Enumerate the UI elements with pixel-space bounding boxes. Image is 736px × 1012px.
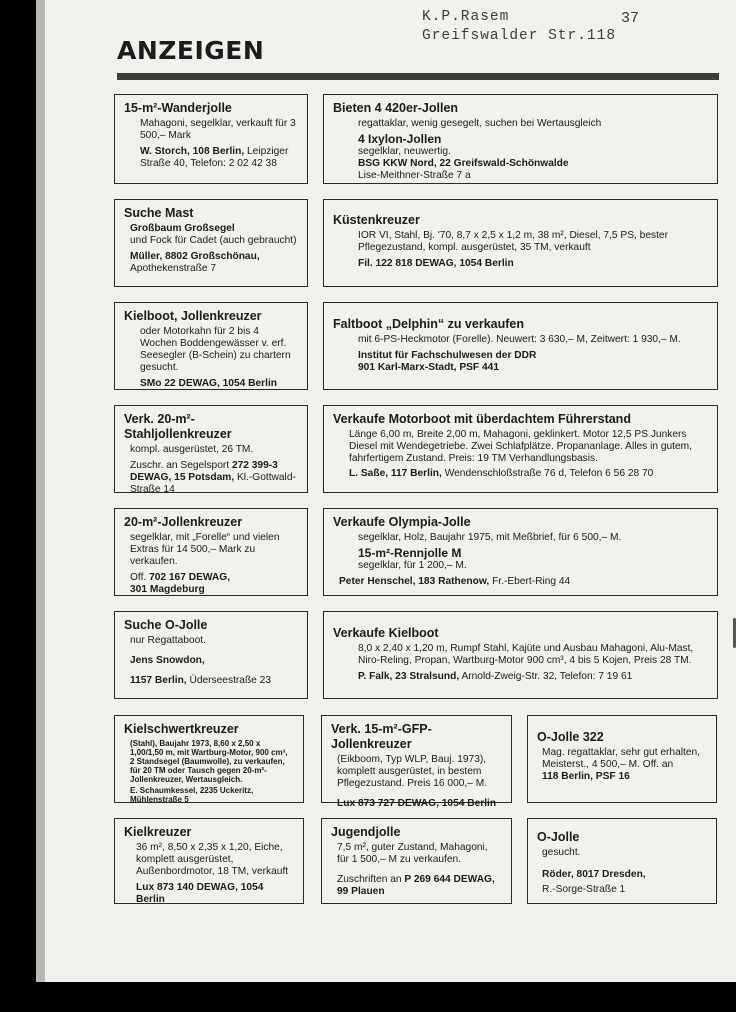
ad-contact-address: Arnold-Zweig-Str. 32, Telefon: 7 19 61 [459, 671, 633, 682]
ad-stahljollenkreuzer [114, 405, 308, 493]
ad-subtitle: 15-m²-Rennjolle M [358, 546, 462, 560]
ad-motorboot [323, 405, 718, 493]
ad-text: segelklar, mit „Forelle“ und vielen Extras für 14 500,– Mark zu verkaufen. [130, 532, 280, 567]
ad-text: nur Regattaboot. [130, 635, 206, 646]
ad-text: gesucht. [542, 847, 581, 858]
ad-contact-name: Röder, 8017 Dresden, [542, 869, 646, 880]
ad-text: (Eikboom, Typ WLP, Bauj. 1973), komplett ausgerüstet, in bestem Pflegezustand. Preis 16 000,– M. [337, 754, 488, 789]
ad-contact-name: BSG KKW Nord, 22 Greifswald-Schönwalde [358, 158, 569, 169]
ad-contact-name: DEWAG, 15 Potsdam, [130, 472, 235, 483]
ad-contact-name: 118 Berlin, PSF 16 [542, 771, 630, 782]
ad-title: Jugendjolle [331, 825, 401, 839]
ad-text-2: segelklar, neuwertig. [358, 146, 451, 157]
ad-420er-jollen [323, 94, 718, 184]
ad-text-2: segelklar, für 1 200,– M. [358, 560, 467, 571]
ad-text: 8,0 x 2,40 x 1,20 m, Rumpf Stahl, Kajüte und Ausbau Mahagoni, Alu-Mast, Niro-Reling, Propan, Wartburg-Motor 900 cm³, 4 bis 5 Kojen, Preis 28 TM. [358, 643, 694, 666]
ad-title: 20-m²-Jollenkreuzer [124, 515, 243, 529]
stamp-street: Greifswalder Str.118 [422, 28, 617, 44]
ad-kielboot-jollenkreuzer [114, 302, 308, 390]
ad-o-jolle-322 [527, 715, 717, 803]
ad-title: 15-m²-Wanderjolle [124, 101, 232, 115]
ad-contact-city: 1157 Berlin, [130, 675, 187, 686]
stamp-name: K.P.Rasem [422, 9, 510, 25]
ad-title: Verkaufe Olympia-Jolle [333, 515, 471, 529]
ad-contact-name: W. Storch, 108 Berlin, [140, 146, 245, 157]
ad-text-bold: Großbaum Großsegel [130, 223, 235, 234]
ad-title: O-Jolle 322 [537, 730, 604, 744]
ad-contact-address: Wendenschloßstraße 76 d, Telefon 6 56 28 70 [441, 468, 654, 479]
ad-text: Länge 6,00 m, Breite 2,00 m, Mahagoni, geklinkert. Motor 12,5 PS Junkers Diesel mit Wendegetriebe. Zwei Schlafplätze. Propananlage. Alles in gutem, fahrfertigem Zustand. Preis: 19 TM Verhandlungsbasis. [349, 429, 692, 464]
ad-contact-name: Lux 873 727 DEWAG, 1054 Berlin [337, 798, 497, 809]
heading-rule [117, 73, 719, 80]
ad-contact-prefix: Off. [130, 572, 150, 583]
ad-contact-prefix: Zuschr. an Segelsport [130, 460, 232, 471]
ad-contact-name: E. Schaumkessel, 2235 Uckeritz, Mühlenstraße 5 [130, 786, 254, 804]
ad-contact-name: Fil. 122 818 DEWAG, 1054 Berlin [358, 258, 514, 269]
ad-title: Suche Mast [124, 206, 194, 220]
ad-contact-name: 702 167 DEWAG, [149, 572, 231, 583]
address-stamp [422, 8, 616, 46]
ad-title: Verkaufe Kielboot [333, 626, 439, 640]
ad-title: Bieten 4 420er-Jollen [333, 101, 459, 115]
ad-text: mit 6-PS-Heckmotor (Forelle). Neuwert: 3 630,– M, Zeitwert: 1 930,– M. [358, 334, 681, 345]
ad-title: Verk. 20-m²-Stahljollenkreuzer [124, 412, 232, 441]
ad-text: regattaklar, wenig gesegelt, suchen bei Wertausgleich [358, 118, 602, 129]
ad-contact-address: Fr.-Ebert-Ring 44 [489, 576, 571, 587]
magazine-page [36, 0, 736, 982]
ad-contact-address: Apothekenstraße 7 [130, 263, 217, 274]
ad-contact-address: 301 Magdeburg [130, 584, 205, 595]
ad-wanderjolle [114, 94, 308, 184]
ad-title: Verk. 15-m²-GFP-Jollenkreuzer [331, 722, 432, 751]
ad-contact-name: Müller, 8802 Großschönau, [130, 251, 260, 262]
ad-title: Kielboot, Jollenkreuzer [124, 309, 262, 323]
ad-faltboot-delphin [323, 302, 718, 390]
ad-text: kompl. ausgerüstet, 26 TM. [130, 444, 254, 455]
section-heading: ANZEIGEN [117, 36, 265, 65]
page-number: 37 [621, 10, 640, 27]
ad-contact-prefix: Zuschriften an [337, 874, 405, 885]
ad-text: Mag. regattaklar, sehr gut erhalten, Meisterst., 4 500,– M. Off. an [542, 747, 700, 770]
page-edge [36, 0, 45, 982]
ad-title: O-Jolle [537, 830, 580, 844]
ad-text: 36 m², 8,50 x 2,35 x 1,20, Eiche, komplett ausgerüstet, Außenbordmotor, 18 TM, verkauft [136, 842, 289, 877]
ad-text: Mahagoni, segelklar, verkauft für 3 500,– Mark [140, 118, 296, 141]
ad-contact-name: Lux 873 140 DEWAG, 1054 Berlin [136, 882, 264, 905]
ad-title: Kielschwertkreuzer [124, 722, 239, 736]
ad-text: und Fock für Cadet (auch gebraucht) [130, 235, 297, 246]
ad-gfp-jollenkreuzer [321, 715, 512, 809]
ad-jugendjolle [321, 818, 512, 904]
ad-contact-address: Leipziger Straße 40, Telefon: 2 02 42 38 [140, 146, 289, 169]
ad-contact-code: P 269 644 DEWAG, [404, 874, 495, 885]
ad-contact-address: Lise-Meithner-Straße 7 a [358, 170, 471, 181]
ad-suche-mast [114, 199, 308, 287]
ad-text: segelklar, Holz, Baujahr 1975, mit Meßbrief, für 6 500,– M. [358, 532, 622, 543]
ad-text: oder Motorkahn für 2 bis 4 Wochen Boddengewässer v. erf. Seesegler (B-Schein) zu chartern gesucht. [140, 326, 291, 373]
ad-text: (Stahl), Baujahr 1973, 8,60 x 2,50 x 1,00/1,50 m, mit Wartburg-Motor, 900 cm³, 2 Standsegel (Baumwolle), zu verkaufen, für 20 TM oder Tausch gegen 20-m²-Jollenkreuzer, Wertausgleich. [130, 739, 288, 784]
ad-contact-name: P. Falk, 23 Stralsund, [358, 671, 460, 682]
ad-contact-address: 901 Karl-Marx-Stadt, PSF 441 [358, 362, 499, 373]
ad-contact-address: Üderseestraße 23 [186, 675, 272, 686]
ad-text: IOR VI, Stahl, Bj. '70, 8,7 x 2,5 x 1,2 m, 38 m², Diesel, 7,5 PS, bester Pflegezustand, kompl. ausgerüstet, 35 TM, verkauft [358, 230, 668, 253]
ad-subtitle: 4 Ixylon-Jollen [358, 132, 442, 146]
ad-title: Küstenkreuzer [333, 213, 420, 227]
ad-contact-address: Kl.-Gottwald-Straße 14 [130, 472, 296, 495]
ad-kielschwertkreuzer [114, 715, 304, 803]
ad-contact-name: SMo 22 DEWAG, 1054 Berlin [140, 378, 278, 389]
ad-text: 7,5 m², guter Zustand, Mahagoni, für 1 500,– M zu verkaufen. [337, 842, 488, 865]
ad-kuestenkreuzer [323, 199, 718, 287]
ad-kielkreuzer [114, 818, 304, 904]
ad-o-jolle-gesucht [527, 818, 717, 904]
ad-contact-name: Peter Henschel, 183 Rathenow, [339, 576, 490, 587]
ad-suche-o-jolle [114, 611, 308, 699]
ad-20m-jollenkreuzer [114, 508, 308, 596]
ad-contact-name: Institut für Fachschulwesen der DDR [358, 350, 537, 361]
ad-contact-city: 99 Plauen [337, 886, 385, 897]
ad-contact-name: Jens Snowdon, [130, 655, 205, 666]
ad-title: Kielkreuzer [124, 825, 192, 839]
ad-contact-address: R.-Sorge-Straße 1 [542, 884, 626, 895]
ad-title: Suche O-Jolle [124, 618, 208, 632]
ad-contact-code: 272 399-3 [231, 460, 278, 471]
ad-title: Faltboot „Delphin“ zu verkaufen [333, 317, 524, 331]
ad-verkaufe-kielboot [323, 611, 718, 699]
ad-contact-name: L. Saße, 117 Berlin, [349, 468, 442, 479]
ad-title: Verkaufe Motorboot mit überdachtem Führerstand [333, 412, 631, 426]
ad-olympia-jolle [323, 508, 718, 596]
